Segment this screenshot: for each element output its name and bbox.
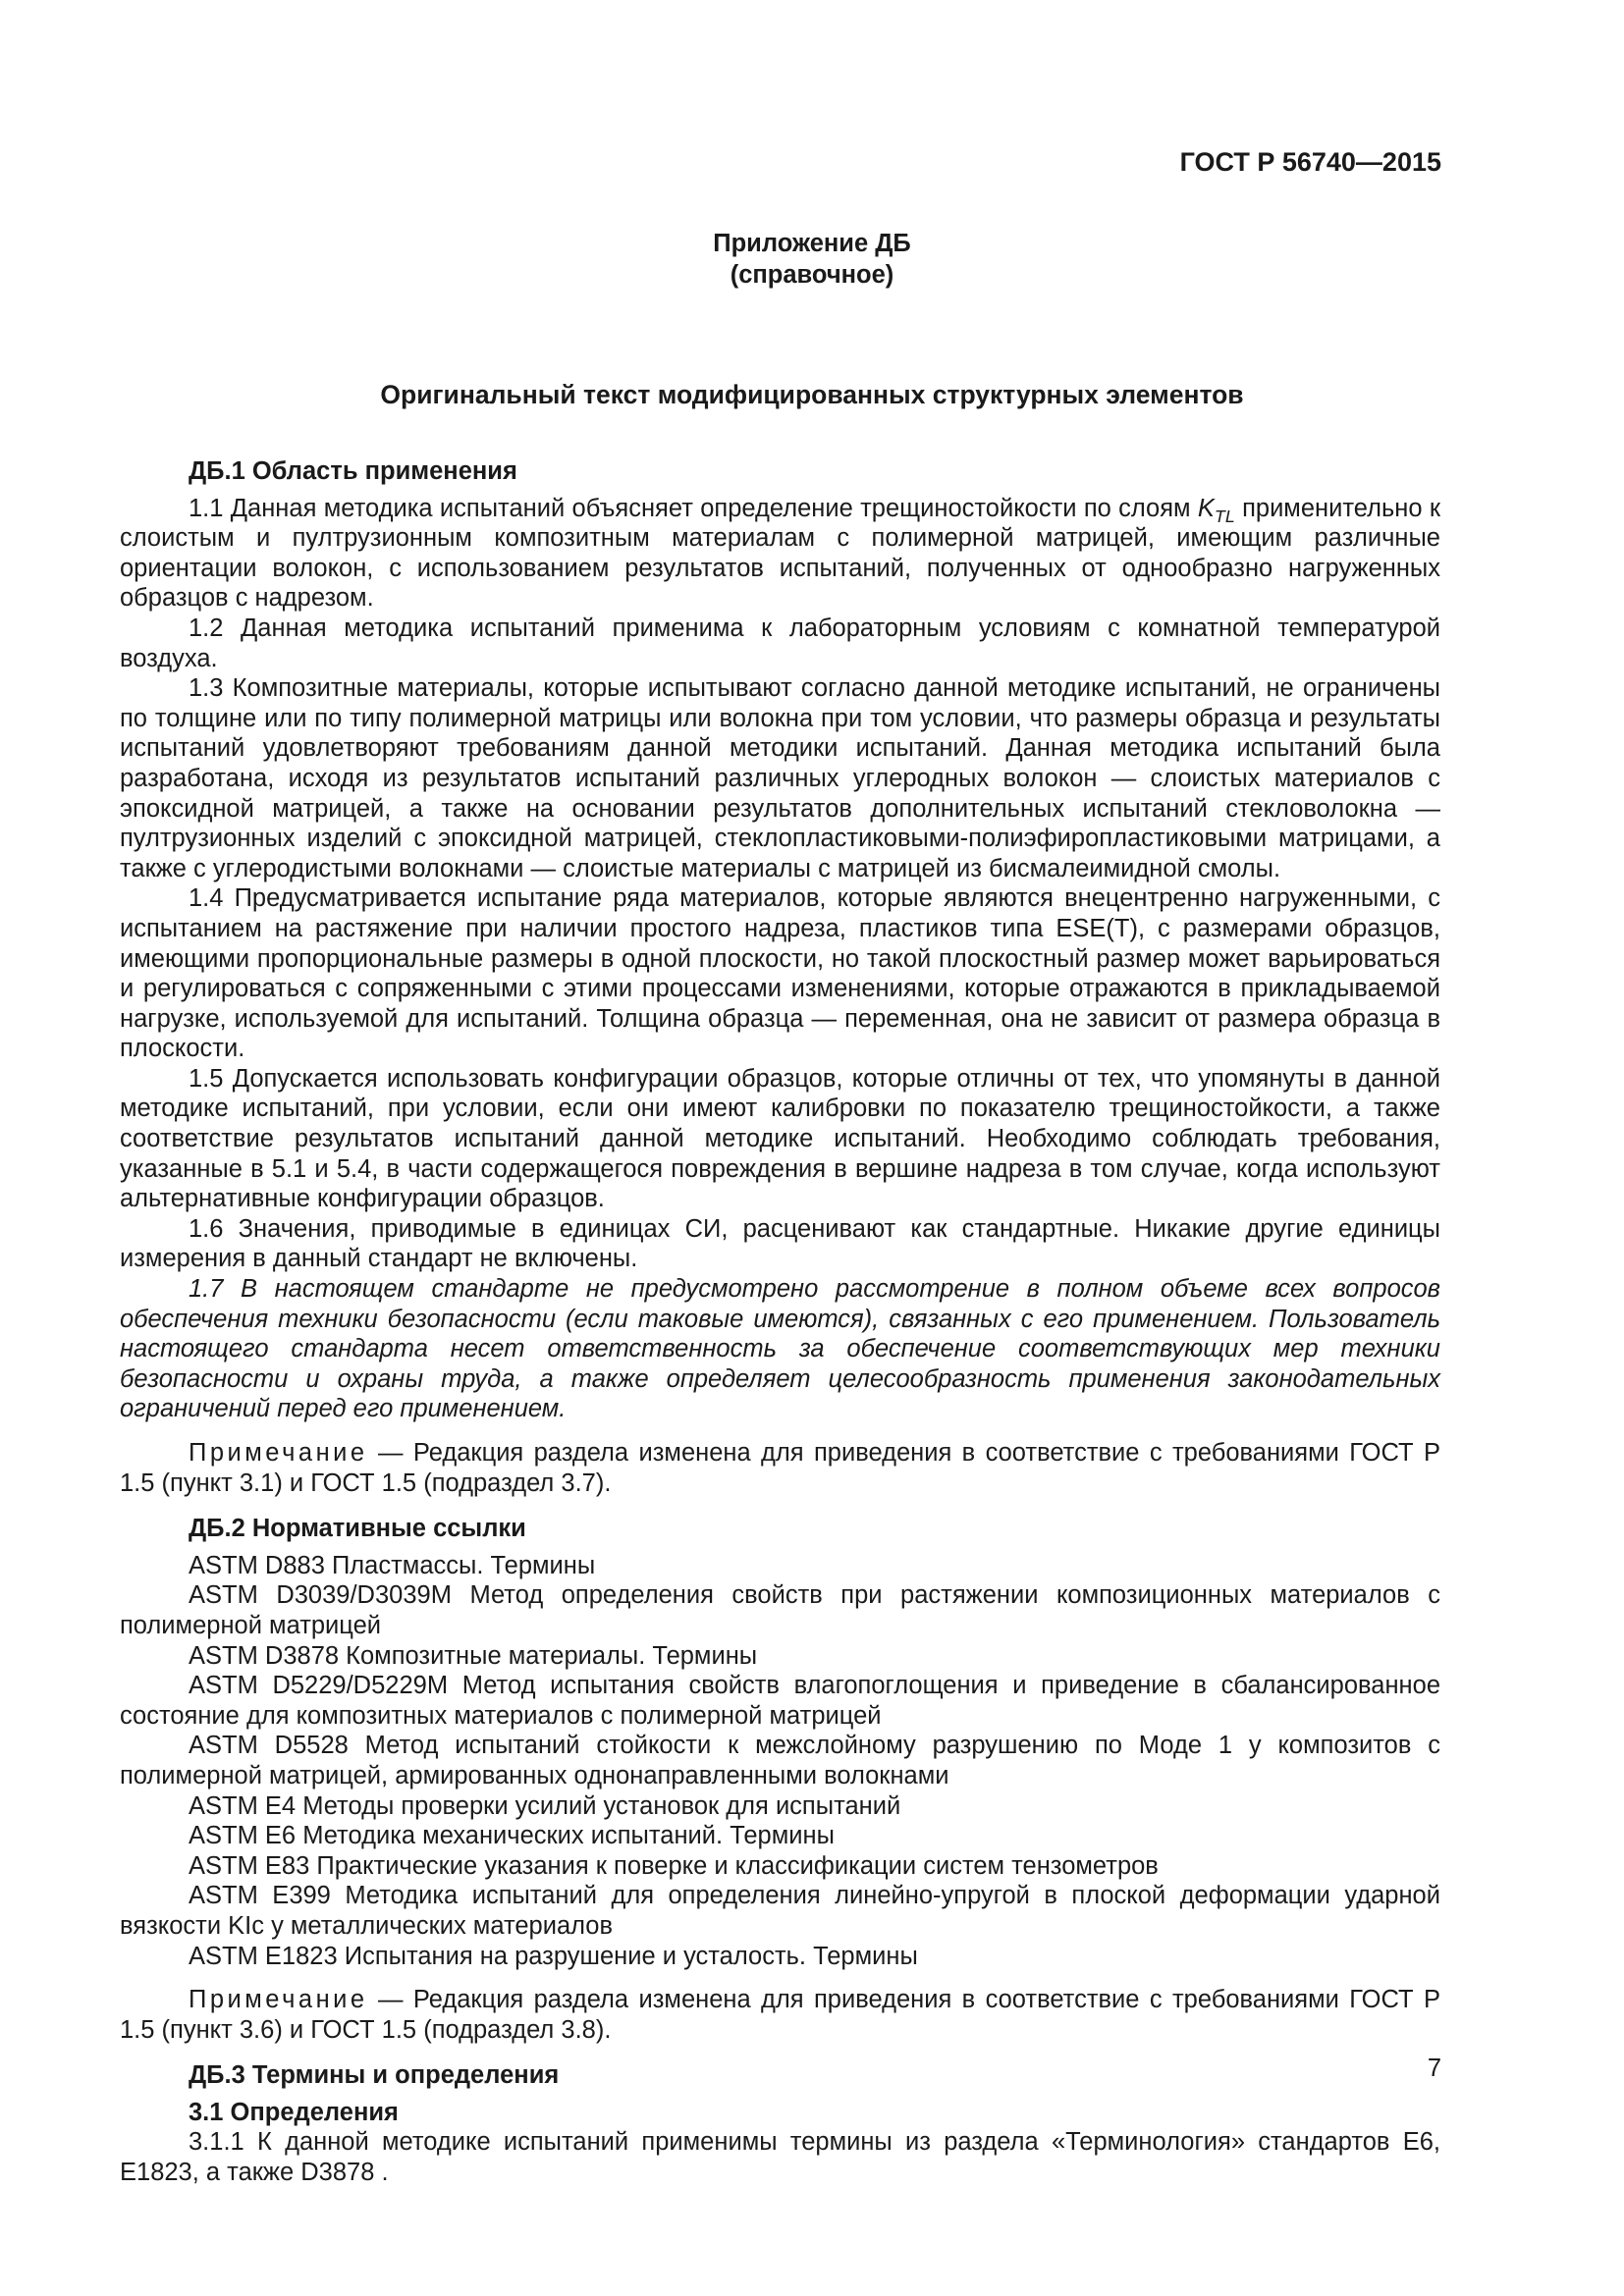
reference-item: ASTM E4 Методы проверки усилий установок для испытаний [189, 1791, 901, 1820]
note-db1 [120, 1438, 1440, 1498]
reference-item: ASTM E399 Методика испытаний для определения линейно-упругой в плоской деформации ударной вязкости KIc у металлических материалов [120, 1882, 1440, 1940]
paragraph-1-7: 1.7 В настоящем стандарте не предусмотрено рассмотрение в полном объеме всех вопросов обеспечения техники безопасности (если таковые имеются), связанных с его применением. Пользователь настоящего стандарта несет ответственность за обеспечение соответствующих мер техники безопасности и охраны труда, а также определяет целесообразность применения законодательных ограничений перед его применением. [120, 1275, 1440, 1423]
section-heading-db1: ДБ.1 Область применения [189, 457, 517, 485]
paragraph-1-5: 1.5 Допускается использовать конфигурации образцов, которые отличны от тех, что упомянуты в данной методике испытаний, при условии, если они имеют калибровки по показателю трещиностойкости, а также соответствие результатов испытаний данной методике испытаний. Необходимо соблюдать требования, указанные в 5.1 и 5.4, в части содержащегося повреждения в вершине надреза в том случае, когда используют альтернативные конфигурации образцов. [120, 1064, 1440, 1213]
section-heading-db2: ДБ.2 Нормативные ссылки [189, 1515, 526, 1543]
paragraph-1-6: 1.6 Значения, приводимые в единицах СИ, расценивают как стандартные. Никакие другие единицы измерения в данный стандарт не включены. [120, 1214, 1440, 1273]
reference-item: ASTM D883 Пластмассы. Термины [189, 1551, 596, 1579]
annex-title: Приложение ДБ [713, 230, 911, 257]
note-text: — Редакция раздела изменена для приведения в соответствие с требованиями ГОСТ Р 1.5 (пункт 3.6) и ГОСТ 1.5 (подраздел 3.8). [120, 1986, 1440, 2044]
paragraph-3-1-1: 3.1.1 К данной методике испытаний применимы термины из раздела «Терминология» стандартов E6, E1823, а также D3878 . [120, 2128, 1440, 2187]
reference-item: ASTM E6 Методика механических испытаний. Термины [189, 1822, 835, 1850]
reference-item: ASTM E83 Практические указания к поверке и классификации систем тензометров [189, 1851, 1159, 1880]
paragraph-1-3: 1.3 Композитные материалы, которые испытывают согласно данной методике испытаний, не ограничены по толщине или по типу полимерной матрицы или волокна при том условии, что размеры образца и результаты испытаний удовлетворяют требованиям данной методики испытаний. Данная методика испытаний была разработана, исходя из результатов испытаний различных углеродных волокон — слоистых материалов с эпоксидной матрицей, а также на основании результатов дополнительных испытаний стекловолокна — пултрузионных изделий с эпоксидной матрицей, стеклопластиковыми-полиэфиропластиковыми матрицами, а также с углеродистыми волокнами — слоистые материалы с матрицей из бисмалеимидной смолы. [120, 674, 1440, 882]
page-number: 7 [1427, 2055, 1441, 2082]
paragraph-1-1-start: 1.1 Данная методика испытаний объясняет определение трещиностойкости по слоям [189, 494, 1198, 522]
symbol-k-subscript: TL [1214, 506, 1235, 526]
annex-header [0, 228, 1624, 291]
note-label: Примечание [189, 1986, 368, 2014]
paragraph-1-1 [120, 494, 1440, 614]
annex-subtitle: (справочное) [730, 261, 894, 289]
document-body [120, 456, 1440, 2188]
symbol-k: K [1197, 494, 1215, 522]
note-db2 [120, 1985, 1440, 2045]
note-text: — Редакция раздела изменена для приведения в соответствие с требованиями ГОСТ Р 1.5 (пункт 3.1) и ГОСТ 1.5 (подраздел 3.7). [120, 1439, 1440, 1497]
reference-item: ASTM D3878 Композитные материалы. Термины [189, 1641, 758, 1670]
document-id: ГОСТ Р 56740—2015 [1179, 147, 1441, 177]
reference-item: ASTM D5229/D5229M Метод испытания свойств влагопоглощения и приведение в сбалансированное состояние для композитных материалов с полимерной матрицей [120, 1672, 1440, 1730]
section-heading-db3: ДБ.3 Термины и определения [189, 2061, 560, 2090]
reference-item: ASTM E1823 Испытания на разрушение и усталость. Термины [189, 1942, 918, 1970]
subsection-heading-3-1: 3.1 Определения [189, 2098, 399, 2126]
reference-item: ASTM D3039/D3039M Метод определения свойств при растяжении композиционных материалов с полимерной матрицей [120, 1581, 1440, 1639]
paragraph-1-1-end: применительно к слоистым и пултрузионным композитным материалам с полимерной матрицей, имеющим различные ориентации волокон, с использованием результатов испытаний, полученных от однообразно нагруженных образцов с надрезом. [120, 494, 1440, 613]
paragraph-1-2: 1.2 Данная методика испытаний применима к лабораторным условиям с комнатной температурой воздуха. [120, 614, 1440, 672]
paragraph-1-4: 1.4 Предусматривается испытание ряда материалов, которые являются внецентренно нагруженными, с испытанием на растяжение при наличии простого надреза, пластиков типа ESE(T), с размерами образцов, имеющими пропорциональные размеры в одной плоскости, но такой плоскостный размер может варьироваться и регулироваться с сопряженными с этими процессами изменениями, которые отражаются в прикладываемой нагрузке, используемой для испытаний. Толщина образца — переменная, она не зависит от размера образца в плоскости. [120, 884, 1440, 1063]
note-label: Примечание [189, 1439, 368, 1467]
document-title: Оригинальный текст модифицированных структурных элементов [380, 380, 1244, 409]
reference-item: ASTM D5528 Метод испытаний стойкости к межслойному разрушению по Моде 1 у композитов с полимерной матрицей, армированных однонаправленными волокнами [120, 1732, 1440, 1789]
